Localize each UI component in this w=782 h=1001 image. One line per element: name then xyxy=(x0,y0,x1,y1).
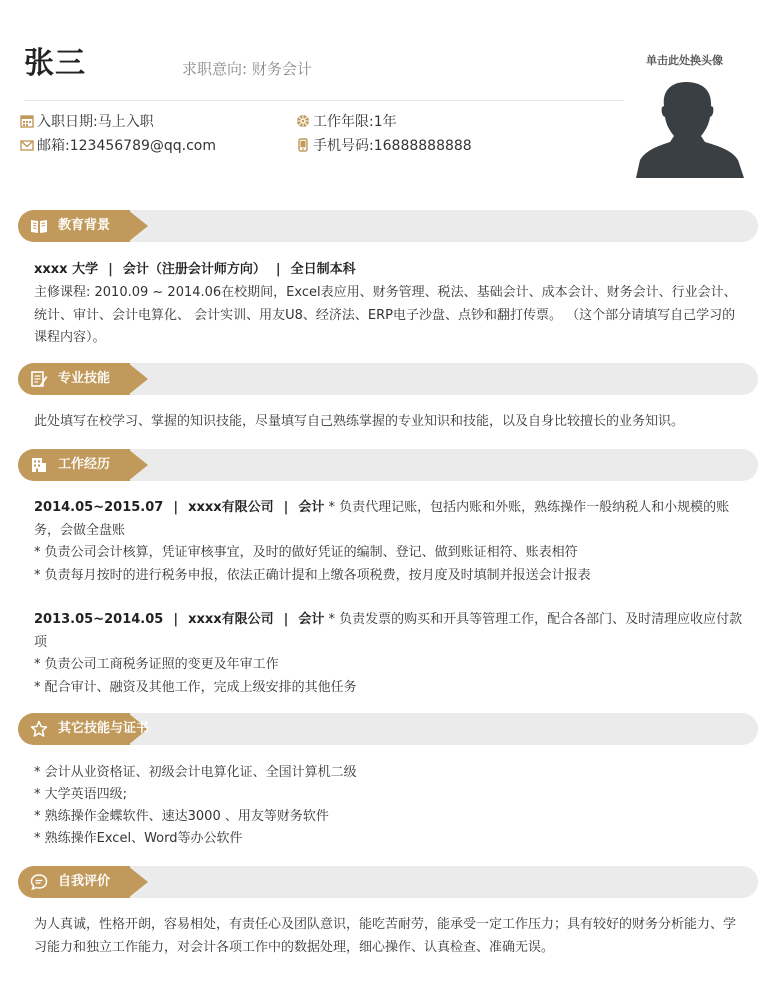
school-name: xxxx 大学 xyxy=(34,262,99,277)
job-duty-item: * 负责公司工商税务证照的变更及年审工作 xyxy=(34,657,279,672)
job-intent: 求职意向: 财务会计 xyxy=(182,60,312,78)
phone-icon xyxy=(296,138,310,152)
job-role: 会计 xyxy=(298,500,325,515)
section-title-skills: 专业技能 xyxy=(58,371,111,386)
phone xyxy=(296,136,472,156)
degree: 全日制本科 xyxy=(290,262,356,277)
job-duty: * 负责发票的购买和开具等管理工作，配合各部门、及时清理应收应付款项 xyxy=(34,612,743,650)
entry-date xyxy=(20,112,154,132)
job-role: 会计 xyxy=(298,612,325,627)
section-header-education xyxy=(18,210,758,242)
work-years xyxy=(296,112,397,132)
section-header-experience xyxy=(18,449,758,481)
education-courses: 主修课程: 2010.09 ~ 2014.06在校期间，Excel表应用、财务管理、税法、基础会计、成本会计、财务会计、行业会计、统计、审计、会计电算化、 会计实训、用友U8、经济法、ERP电子沙盘、点钞和翻打传票。 （这个部分请填写自己学习的课程内容）。 xyxy=(34,285,737,345)
section-title-education: 教育背景 xyxy=(58,218,111,233)
separator: | xyxy=(108,262,113,277)
certificate-item: * 大学英语四级; xyxy=(34,787,128,802)
certificate-item: * 熟练操作金蝶软件、速达3000 、用友等财务软件 xyxy=(34,809,329,824)
separator: | xyxy=(283,612,289,627)
section-header-skills xyxy=(18,363,758,395)
calendar-icon xyxy=(20,114,34,128)
separator: | xyxy=(173,612,179,627)
phone-text: 手机号码:16888888888 xyxy=(313,138,472,154)
job-duty-item: * 负责每月按时的进行税务申报，依法正确计提和上缴各项税费，按月度及时填制并报送会计报表 xyxy=(34,568,591,583)
certificate-item: * 熟练操作Excel、Word等办公软件 xyxy=(34,831,243,846)
email xyxy=(20,136,216,156)
certificate-item: * 会计从业资格证、初级会计电算化证、全国计算机二级 xyxy=(34,765,357,780)
job-company: xxxx有限公司 xyxy=(188,612,274,627)
job-duty-item: * 配合审计、融资及其他工作，完成上级安排的其他任务 xyxy=(34,680,357,695)
entry-date-text: 入职日期:马上入职 xyxy=(37,114,154,130)
section-title-certificates: 其它技能与证书 xyxy=(58,721,150,736)
mail-icon xyxy=(20,138,34,152)
self-eval-text: 为人真诚，性格开朗，容易相处，有责任心及团队意识，能吃苦耐劳，能承受一定工作压力；具有较好的财务分析能力、学习能力和独立工作能力，对会计各项工作中的数据处理，细心操作、认真检查、准确无误。 xyxy=(34,917,737,955)
job-period: 2013.05~2014.05 xyxy=(34,612,164,627)
section-title-self-eval: 自我评价 xyxy=(58,874,111,889)
education-summary-line xyxy=(34,259,746,281)
email-text: 邮箱:123456789@qq.com xyxy=(37,138,217,154)
chat-icon xyxy=(30,873,48,891)
job-2-headline xyxy=(34,609,746,654)
job-period: 2014.05~2015.07 xyxy=(34,500,164,515)
section-arrow xyxy=(128,363,148,395)
section-arrow xyxy=(128,449,148,481)
job-duty-item: * 负责公司会计核算，凭证审核事宜，及时的做好凭证的编制、登记、做到账证相符、账表相符 xyxy=(34,545,578,560)
note-icon xyxy=(30,370,48,388)
header-divider xyxy=(24,100,624,101)
section-header-self-eval xyxy=(18,866,758,898)
separator: | xyxy=(275,262,281,277)
gear-icon xyxy=(296,114,310,128)
avatar-person-silhouette-icon[interactable] xyxy=(636,80,744,178)
job-company: xxxx有限公司 xyxy=(188,500,274,515)
major: 会计（注册会计师方向） xyxy=(122,262,266,277)
separator: | xyxy=(173,500,179,515)
section-arrow xyxy=(128,210,148,242)
section-arrow xyxy=(128,866,148,898)
job-1-headline xyxy=(34,497,746,542)
change-avatar-link[interactable]: 单击此处换头像 xyxy=(646,54,723,67)
work-years-text: 工作年限:1年 xyxy=(313,114,397,130)
job-duty: * 负责代理记账，包括内账和外账，熟练操作一般纳税人和小规模的账务，会做全盘账 xyxy=(34,500,730,538)
section-title-experience: 工作经历 xyxy=(58,457,111,472)
building-icon xyxy=(30,456,48,474)
candidate-name: 张三 xyxy=(24,46,86,81)
section-header-certificates xyxy=(18,713,758,745)
star-icon xyxy=(30,720,48,738)
skills-text: 此处填写在校学习、掌握的知识技能，尽量填写自己熟练掌握的专业知识和技能，以及自身比较擅长的业务知识。 xyxy=(34,414,685,429)
separator: | xyxy=(283,500,289,515)
book-icon xyxy=(30,217,48,235)
